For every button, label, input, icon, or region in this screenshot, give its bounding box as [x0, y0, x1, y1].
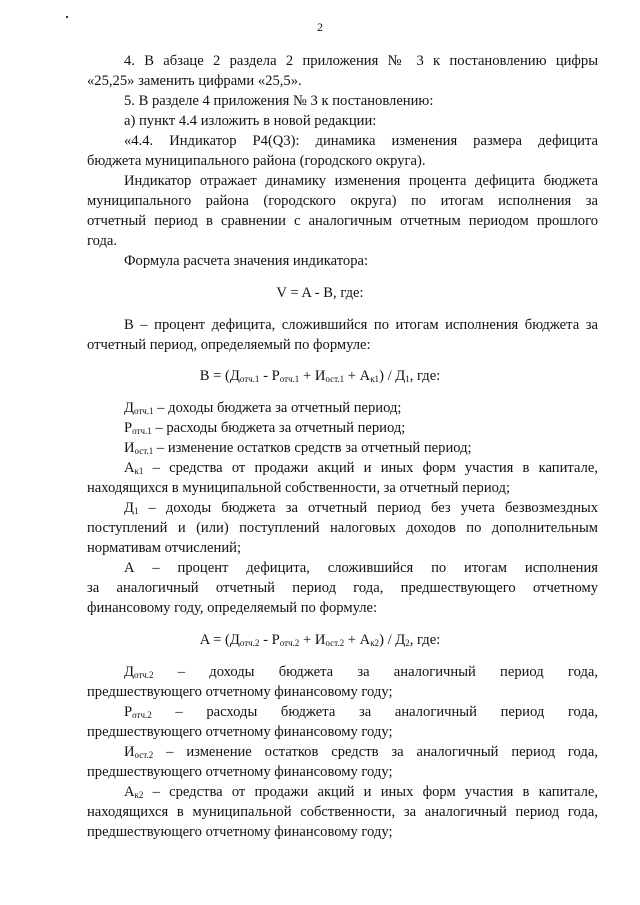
text-line: $Д_{отч.1}$ – доходы бюджета за отчетный период; — [124, 400, 402, 416]
text-line: нормативам отчислений; — [87, 540, 242, 556]
text-line: финансовому году, определяемый по формуле: — [87, 600, 378, 616]
text-line: $Д_{отч.2}$ – доходы бюджета за аналогичный период года, — [124, 664, 598, 680]
text-line: предшествующего отчетному финансовому году; — [87, 824, 393, 840]
text-line: предшествующего отчетному финансовому году; — [87, 764, 393, 780]
text-line: отчетный период в сравнении с аналогичным отчетным периодом прошлого — [87, 213, 598, 229]
text-line: находящихся в муниципальной собственности, за аналогичный период года, — [87, 804, 598, 820]
page-number: 2 — [317, 20, 323, 34]
text-line: предшествующего отчетному финансовому году; — [87, 724, 393, 740]
text-line: $Д_1$ – доходы бюджета за отчетный период без учета безвозмездных — [124, 500, 598, 516]
text-line: Индикатор отражает динамику изменения процента дефицита бюджета — [124, 173, 598, 189]
text-line: $А_{к2}$ – средства от продажи акций и иных форм участия в капитале, — [124, 784, 598, 800]
text-line: отчетный период, определяемый по формуле: — [87, 337, 371, 353]
text-line: находящихся в муниципальной собственности, за отчетный период; — [87, 480, 511, 496]
text-line: А – процент дефицита, сложившийся по итогам исполнения — [124, 560, 598, 576]
formula-v: V = A - B, где: — [276, 285, 364, 301]
formula-a: $A = (Д_{отч.2} - Р_{отч.2} + И_{ост.2} + А_{к2}) / Д_2$, где: — [199, 632, 441, 648]
scan-speck — [66, 16, 68, 18]
text-line: года. — [87, 233, 118, 249]
text-line: Формула расчета значения индикатора: — [124, 253, 369, 269]
formula-b: $B = (Д_{отч.1} - Р_{отч.1} + И_{ост.1} + А_{к1}) / Д_1$, где: — [199, 368, 441, 384]
text-line: «4.4. Индикатор Р4(Q3): динамика изменения размера дефицита — [124, 133, 598, 149]
text-line: муниципального района (городского округа) по итогам исполнения за — [87, 193, 598, 209]
text-line: $И_{ост.2}$ – изменение остатков средств за аналогичный период года, — [124, 744, 598, 760]
text-line: $А_{к1}$ – средства от продажи акций и иных форм участия в капитале, — [124, 460, 598, 476]
text-line: $Р_{отч.1}$ – расходы бюджета за отчетный период; — [124, 420, 406, 436]
text-line: а) пункт 4.4 изложить в новой редакции: — [124, 113, 377, 129]
text-line: «25,25» заменить цифрами «25,5». — [87, 73, 302, 89]
text-line: бюджета муниципального района (городского округа). — [87, 153, 426, 169]
text-line: 4. В абзаце 2 раздела 2 приложения № 3 к постановлению цифры — [124, 53, 598, 69]
text-line: $И_{ост.1}$ – изменение остатков средств за отчетный период; — [124, 440, 472, 456]
text-line: $Р_{отч.2}$ – расходы бюджета за аналогичный период года, — [124, 704, 598, 720]
text-line: за аналогичный отчетный период года, предшествующего отчетному — [87, 580, 598, 596]
text-line: поступлений и (или) поступлений налоговых доходов по дополнительным — [87, 520, 598, 536]
text-line: B – процент дефицита, сложившийся по итогам исполнения бюджета за — [124, 317, 598, 333]
text-line: предшествующего отчетному финансовому году; — [87, 684, 393, 700]
text-line: 5. В разделе 4 приложения № 3 к постановлению: — [124, 93, 434, 109]
